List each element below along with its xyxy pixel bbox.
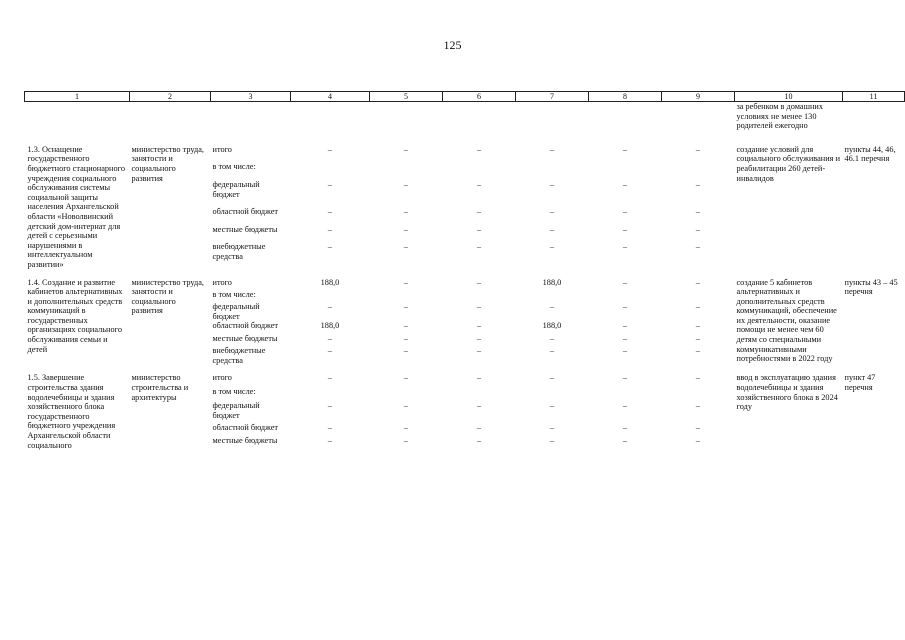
amount-cell: 188,0 (542, 321, 562, 331)
amount-cell: – (549, 302, 555, 312)
amount-cell: – (476, 242, 482, 252)
amount-cell: – (695, 242, 701, 252)
amount-cell: – (327, 207, 333, 217)
amount-cell: – (695, 179, 701, 189)
expected-result: создание 5 кабинетов альтернативных и дополнительных средств коммуникаций, обеспечение их деятельности, оказание помощи не менее чем 60 детям со специальными коммуникативными потребностями в 2022 году (736, 277, 837, 364)
amount-cell: – (403, 401, 409, 411)
expected-result: создание условий для социального обслуживания и реабилитации 260 детей-инвалидов (736, 144, 841, 183)
amount-cell (291, 290, 370, 302)
column-number: 9 (662, 92, 735, 102)
executor: министерство труда, занятости и социального развития (131, 277, 204, 316)
amount-cell: – (403, 302, 409, 312)
measure-name: 1.3. Оснащение государственного бюджетного стационарного учреждения социального обслуживания системы социальной защиты населения Архангельской области «Новолвинский детский дом-интернат для детей с серьезными нарушениями в интеллектуальном развитии» (27, 144, 125, 269)
amount-cell: – (622, 302, 628, 312)
measure-name: 1.5. Завершение строительства здания водолечебницы и здания хозяйственного блока государственного бюджетного учреждения Архангельской области социального (27, 373, 116, 450)
amount-cell: – (403, 422, 409, 432)
amount-cell (589, 162, 662, 180)
amount-cell: – (476, 277, 482, 287)
measure-name: 1.4. Создание и развитие кабинетов альтернативных и дополнительных средств коммуникаций в государственных организациях социального обслуживания семьи и детей (27, 277, 123, 354)
list-reference: пункты 43 – 45 перечня (844, 277, 898, 297)
amount-cell: – (403, 333, 409, 343)
funding-source: местные бюджеты (212, 436, 278, 446)
amount-cell: – (476, 346, 482, 356)
funding-source: в том числе: (212, 387, 256, 397)
amount-cell (370, 387, 443, 401)
amount-cell: – (327, 302, 333, 312)
amount-cell (589, 387, 662, 401)
executor: министерство строительства и архитектуры (131, 373, 189, 402)
amount-cell: – (476, 321, 482, 331)
amount-cell: – (327, 242, 333, 252)
amount-cell: – (695, 277, 701, 287)
amount-cell: – (327, 224, 333, 234)
list-reference: пункты 44, 46, 46.1 перечня (844, 144, 896, 164)
page-number: 125 (443, 38, 462, 52)
carry-over-text: за ребенком в домашних условиях не менее 130 родителей ежегодно (736, 102, 824, 131)
amount-cell (589, 290, 662, 302)
section-row (25, 145, 905, 163)
amount-cell (443, 290, 516, 302)
amount-cell: – (622, 436, 628, 446)
amount-cell: – (327, 436, 333, 446)
amount-cell: 188,0 (542, 277, 562, 287)
column-number: 7 (516, 92, 589, 102)
amount-cell: – (622, 422, 628, 432)
funding-source: областной бюджет (212, 207, 279, 217)
amount-cell: – (549, 422, 555, 432)
funding-source: итого (212, 373, 232, 383)
amount-cell: – (327, 333, 333, 343)
column-number-row (25, 92, 905, 102)
amount-cell (662, 387, 735, 401)
amount-cell: – (695, 436, 701, 446)
amount-cell: – (403, 242, 409, 252)
amount-cell: 188,0 (320, 277, 340, 287)
amount-cell: – (327, 346, 333, 356)
amount-cell: – (476, 436, 482, 446)
amount-cell: – (549, 242, 555, 252)
amount-cell: – (549, 333, 555, 343)
amount-cell: – (476, 144, 482, 154)
funding-source: областной бюджет (212, 321, 279, 331)
amount-cell: 188,0 (320, 321, 340, 331)
section-row (25, 278, 905, 290)
amount-cell: – (476, 401, 482, 411)
funding-source: федеральный бюджет (212, 179, 260, 199)
amount-cell: – (476, 207, 482, 217)
amount-cell: – (403, 224, 409, 234)
amount-cell: – (549, 436, 555, 446)
amount-cell: – (549, 346, 555, 356)
amount-cell: – (622, 333, 628, 343)
amount-cell: – (549, 373, 555, 383)
column-number: 2 (130, 92, 211, 102)
amount-cell: – (476, 179, 482, 189)
funding-source: внебюджетные средства (212, 242, 266, 261)
amount-cell: – (403, 321, 409, 331)
program-table (24, 91, 905, 458)
amount-cell: – (403, 207, 409, 217)
amount-cell (443, 162, 516, 180)
amount-cell: – (476, 333, 482, 343)
amount-cell: – (695, 302, 701, 312)
amount-cell (370, 162, 443, 180)
amount-cell: – (622, 321, 628, 331)
amount-cell: – (622, 207, 628, 217)
section-row (25, 373, 905, 387)
column-number: 5 (370, 92, 443, 102)
amount-cell (443, 387, 516, 401)
funding-source: областной бюджет (212, 422, 279, 432)
executor: министерство труда, занятости и социального развития (131, 144, 204, 183)
funding-source: местные бюджеты (212, 224, 278, 234)
column-number: 11 (843, 92, 905, 102)
expected-result: ввод в эксплуатацию здания водолечебницы и здания хозяйственного блока в 2024 году (736, 373, 838, 412)
amount-cell: – (549, 144, 555, 154)
amount-cell: – (549, 401, 555, 411)
amount-cell: – (695, 401, 701, 411)
amount-cell: – (549, 224, 555, 234)
amount-cell: – (695, 346, 701, 356)
amount-cell (662, 162, 735, 180)
amount-cell: – (476, 302, 482, 312)
amount-cell: – (327, 144, 333, 154)
amount-cell: – (622, 224, 628, 234)
amount-cell: – (549, 207, 555, 217)
column-number: 3 (211, 92, 291, 102)
amount-cell: – (403, 436, 409, 446)
amount-cell (370, 290, 443, 302)
funding-source: в том числе: (212, 289, 256, 299)
list-reference: пункт 47 перечня (844, 373, 876, 393)
amount-cell: – (403, 373, 409, 383)
amount-cell (291, 387, 370, 401)
funding-source: итого (212, 144, 232, 154)
column-number: 4 (291, 92, 370, 102)
amount-cell (516, 162, 589, 180)
amount-cell: – (403, 346, 409, 356)
amount-cell: – (403, 179, 409, 189)
amount-cell: – (695, 422, 701, 432)
funding-source: федеральный бюджет (212, 302, 260, 321)
amount-cell: – (622, 277, 628, 287)
amount-cell: – (403, 144, 409, 154)
amount-cell: – (549, 179, 555, 189)
amount-cell (291, 162, 370, 180)
funding-source: итого (212, 277, 232, 287)
amount-cell: – (476, 224, 482, 234)
amount-cell (516, 290, 589, 302)
amount-cell (516, 387, 589, 401)
funding-source: внебюджетные средства (212, 346, 266, 365)
column-number: 6 (443, 92, 516, 102)
funding-source: в том числе: (212, 162, 256, 172)
amount-cell: – (327, 422, 333, 432)
amount-cell: – (622, 373, 628, 383)
amount-cell: – (695, 321, 701, 331)
funding-source: местные бюджеты (212, 333, 278, 343)
amount-cell: – (622, 144, 628, 154)
amount-cell: – (327, 373, 333, 383)
column-number: 8 (589, 92, 662, 102)
amount-cell (662, 290, 735, 302)
amount-cell: – (622, 346, 628, 356)
amount-cell: – (695, 144, 701, 154)
amount-cell: – (695, 333, 701, 343)
amount-cell: – (403, 277, 409, 287)
amount-cell: – (695, 224, 701, 234)
carry-over-row (25, 102, 905, 145)
amount-cell: – (327, 401, 333, 411)
amount-cell: – (695, 207, 701, 217)
amount-cell: – (327, 179, 333, 189)
amount-cell: – (622, 179, 628, 189)
amount-cell: – (476, 373, 482, 383)
column-number: 10 (735, 92, 843, 102)
funding-source: федеральный бюджет (212, 401, 260, 420)
amount-cell: – (622, 401, 628, 411)
amount-cell: – (622, 242, 628, 252)
amount-cell: – (695, 373, 701, 383)
amount-cell: – (476, 422, 482, 432)
column-number: 1 (25, 92, 130, 102)
